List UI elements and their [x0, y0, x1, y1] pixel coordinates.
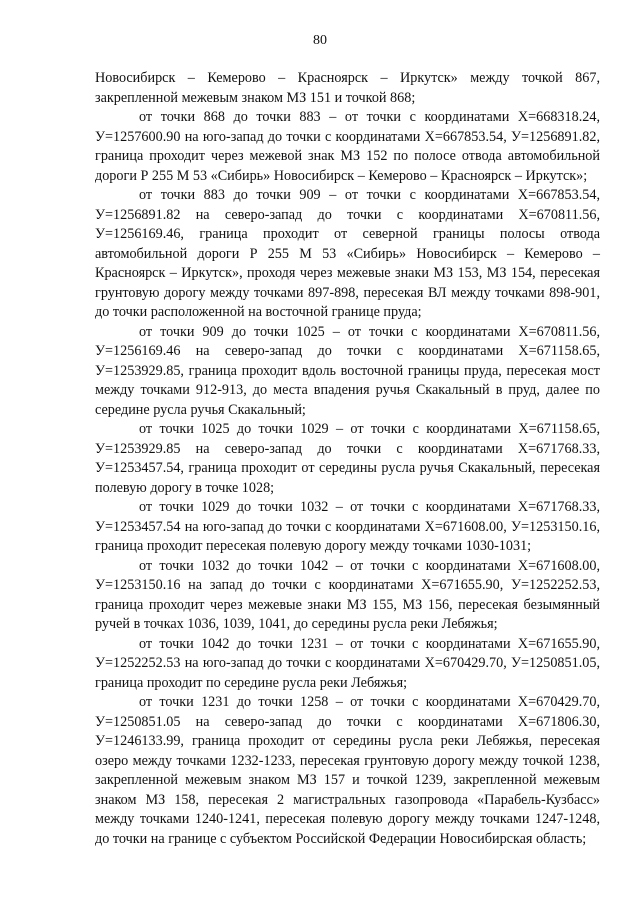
- paragraph-segment-1025-1029: от точки 1025 до точки 1029 – от точки с координатами Х=671158.65, У=1253929.85 на северо-запад до точки с координатами Х=671768.33, У=1253457.54, граница проходит от середины русла ручья Скакальный, пересекая полевую дорогу в точке 1028;: [95, 421, 600, 496]
- page-number: 80: [313, 33, 327, 48]
- document-body: [95, 69, 600, 849]
- paragraph-segment-1231-1258: от точки 1231 до точки 1258 – от точки с координатами Х=670429.70, У=1250851.05 на северо-запад до точки с координатами Х=671806.30, У=1246133.99, граница проходит от середины русла реки Лебяжья, пересекая озеро между точками 1232-1233, пересекая грунтовую дорогу между точкой 1238, закрепленной межевым знаком МЗ 157 и точкой 1239, закрепленной межевым знаком МЗ 158, пересекая 2 магистральных газопровода «Парабель-Кузбасс» между точками 1240-1241, пересекая полевую дорогу между точками 1247-1248, до точки на границе с субъектом Российской Федерации Новосибирская область;: [95, 694, 600, 847]
- paragraph-segment-1029-1032: от точки 1029 до точки 1032 – от точки с координатами Х=671768.33, У=1253457.54 на юго-запад до точки с координатами Х=671608.00, У=1253150.16, граница проходит пересекая полевую дорогу между точками 1030-1031;: [95, 499, 600, 554]
- paragraph-segment-1032-1042: от точки 1032 до точки 1042 – от точки с координатами Х=671608.00, У=1253150.16 на запад до точки с координатами Х=671655.90, У=1252252.53, граница проходит через межевые знаки МЗ 155, МЗ 156, пересекая безымянный ручей в точках 1036, 1039, 1041, до середины русла реки Лебяжья;: [95, 557, 600, 632]
- paragraph-segment-868-883: от точки 868 до точки 883 – от точки с координатами Х=668318.24, У=1257600.90 на юго-запад до точки с координатами Х=667853.54, У=1256891.82, граница проходит через межевой знак МЗ 152 по полосе отвода автомобильной дороги Р 255 М 53 «Сибирь» Новосибирск – Кемерово – Красноярск – Иркутск»;: [95, 109, 600, 184]
- paragraph-segment-909-1025: от точки 909 до точки 1025 – от точки с координатами Х=670811.56, У=1256169.46 на северо-запад до точки с координатами Х=671158.65, У=1253929.85, граница проходит вдоль восточной границы пруда, пересекая мост между точками 912-913, до места впадения ручья Скакальный в пруд, далее по середине русла ручья Скакальный;: [95, 323, 600, 418]
- paragraph-segment-1042-1231: от точки 1042 до точки 1231 – от точки с координатами Х=671655.90, У=1252252.53 на юго-запад до точки с координатами Х=670429.70, У=1250851.05, граница проходит по середине русла реки Лебяжья;: [95, 635, 600, 691]
- paragraph-segment-883-909: от точки 883 до точки 909 – от точки с координатами Х=667853.54, У=1256891.82 на северо-запад до точки с координатами Х=670811.56, У=1256169.46, граница проходит от северной границы полосы отвода автомобильной дороги Р 255 М 53 «Сибирь» Новосибирск – Кемерово – Красноярск – Иркутск», проходя через межевые знаки МЗ 153, МЗ 154, пересекая грунтовую дорогу между точками 897-898, пересекая ВЛ между точками 898-901, до точки расположенной на восточной границе пруда;: [95, 187, 600, 320]
- paragraph-continuation: Новосибирск – Кемерово – Красноярск – Иркутск» между точкой 867, закрепленной межевым знаком МЗ 151 и точкой 868;: [95, 70, 600, 106]
